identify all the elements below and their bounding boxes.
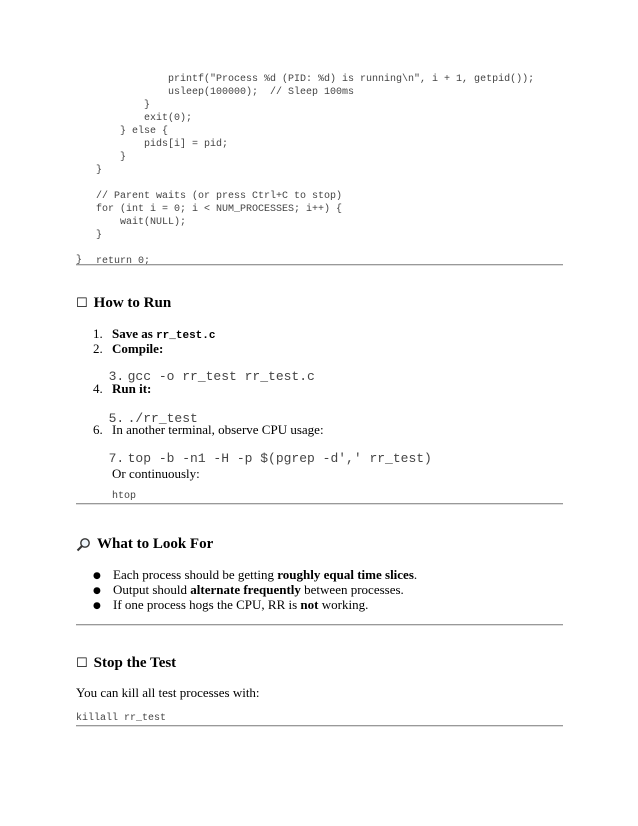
code-line: } <box>96 165 103 176</box>
what-to-look-for-heading <box>76 536 213 553</box>
code-line: exit(0); <box>96 113 193 124</box>
emoji-placeholder-icon: ☐ <box>76 656 88 671</box>
how-to-run-title: How to Run <box>93 295 172 311</box>
killall-command: killall rr_test <box>76 713 167 724</box>
code-line: printf("Process %d (PID: %d) is running\n", i + 1, getpid()); <box>96 74 535 85</box>
code-line: } <box>96 100 151 111</box>
code-line <box>76 177 534 190</box>
step-compile-command: 3. gcc -o rr_test rr_test.c <box>108 369 315 384</box>
bullet-item: ● If one process hogs the CPU, RR is not working. <box>93 597 369 612</box>
step-run-command: 5. ./rr_test <box>108 411 198 426</box>
step-save: 1. Save as rr_test.c <box>93 326 216 342</box>
bullet-item: ● Each process should be getting roughly equal time slices. <box>93 567 418 582</box>
emoji-placeholder-icon: ☐ <box>76 296 88 311</box>
code-line <box>76 242 534 255</box>
step-run: 4. Run it: <box>93 381 152 396</box>
stop-text: You can kill all test processes with: <box>76 685 260 700</box>
divider <box>76 624 563 626</box>
bullet-item: ● Output should alternate frequently between processes. <box>93 582 404 597</box>
code-line: return 0; <box>96 256 151 267</box>
code-line: for (int i = 0; i < NUM_PROCESSES; i++) { <box>96 204 343 215</box>
divider <box>76 264 563 266</box>
code-closing-brace: } <box>76 255 83 266</box>
step-compile: 2. Compile: <box>93 341 164 356</box>
divider <box>76 503 563 505</box>
continuously-text: Or continuously: <box>112 466 200 481</box>
htop-command: htop <box>112 491 137 502</box>
code-line: // Parent waits (or press Ctrl+C to stop) <box>96 191 343 202</box>
code-line: } else { <box>96 126 169 137</box>
stop-the-test-heading <box>76 655 176 672</box>
step-observe-command: 7. top -b -n1 -H -p $(pgrep -d',' rr_test) <box>108 451 432 466</box>
code-line: usleep(100000); // Sleep 100ms <box>96 87 355 98</box>
code-line: } <box>96 152 127 163</box>
divider <box>76 725 563 727</box>
what-to-look-for-title: What to Look For <box>97 536 214 552</box>
step-observe: 6. In another terminal, observe CPU usage: <box>93 422 324 437</box>
stop-the-test-title: Stop the Test <box>93 655 177 671</box>
magnifier-icon <box>76 537 91 552</box>
code-line: wait(NULL); <box>96 217 187 228</box>
how-to-run-heading <box>76 295 171 312</box>
filename: rr_test.c <box>156 330 216 342</box>
code-line: pids[i] = pid; <box>96 139 229 150</box>
code-block <box>76 73 534 268</box>
code-line: } <box>96 230 103 241</box>
